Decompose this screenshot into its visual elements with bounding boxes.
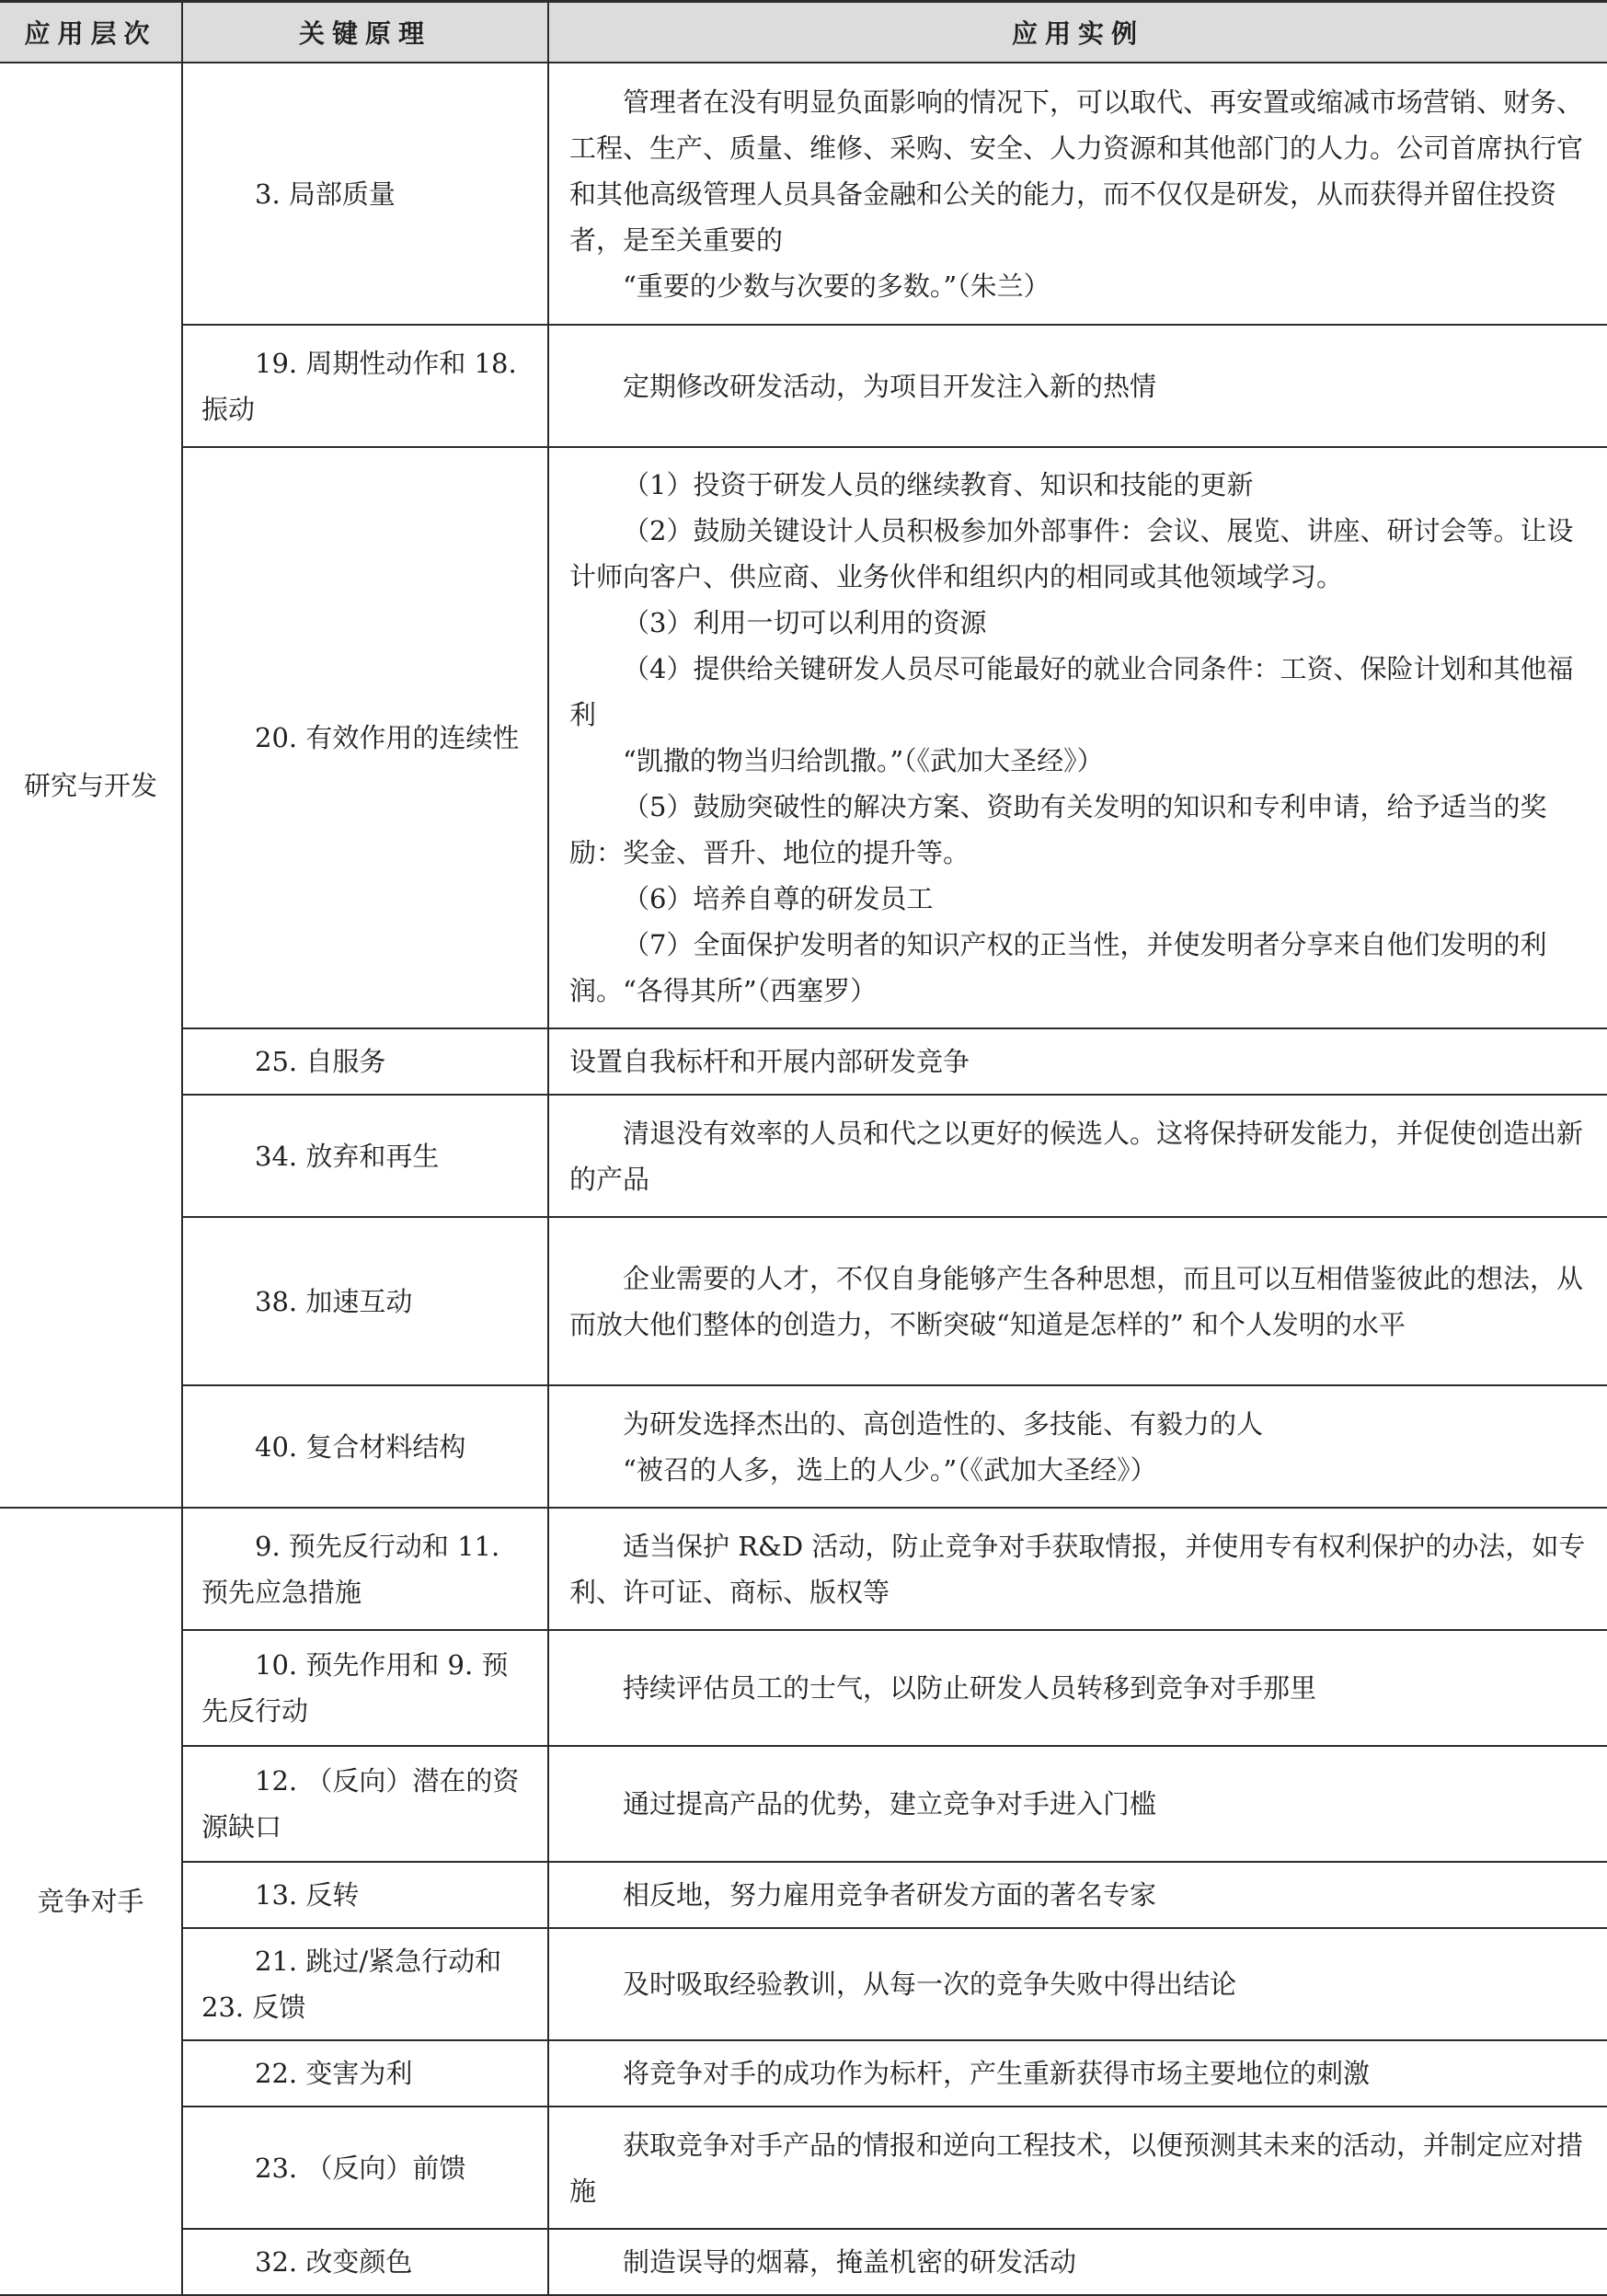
example-line: 将竞争对手的成功作为标杆，产生重新获得市场主要地位的刺激 <box>623 2058 1371 2089</box>
example-line: 管理者在没有明显负面影响的情况下，可以取代、再安置或缩减市场营销、财务、工程、生产、质量、维修、采购、安全、人力资源和其他部门的人力。公司首席执行官和其他高级管理人员具备金融和公关的能力，而不仅仅是研发，从而获得并留住投资者，是至关重要的 <box>569 86 1584 256</box>
example-cell <box>548 1385 1607 1508</box>
example-cell <box>548 1095 1607 1217</box>
example-cell <box>548 1862 1607 1928</box>
table-row <box>0 63 1607 325</box>
example-line: “被召的人多，选上的人少。”（《武加大圣经》） <box>623 1453 1157 1486</box>
table-row <box>0 325 1607 447</box>
example-cell <box>548 325 1607 447</box>
example-line: 获取竞争对手产品的情报和逆向工程技术，以便预测其未来的活动，并制定应对措施 <box>569 2129 1584 2207</box>
principle-text: 19. 周期性动作和 18. 振动 <box>201 347 517 425</box>
table-row <box>0 1217 1607 1385</box>
example-cell <box>548 2040 1607 2107</box>
principle-cell <box>182 1928 548 2040</box>
principle-cell <box>182 1862 548 1928</box>
example-line: （6）培养自尊的研发员工 <box>623 883 934 914</box>
example-cell <box>548 1028 1607 1095</box>
example-line: （3）利用一切可以利用的资源 <box>623 607 987 638</box>
principle-cell <box>182 1508 548 1630</box>
example-line: 定期修改研发活动，为项目开发注入新的热情 <box>623 370 1157 402</box>
principle-cell <box>182 1095 548 1217</box>
principle-text: 32. 改变颜色 <box>255 2246 413 2278</box>
principle-text: 10. 预先作用和 9. 预先反行动 <box>201 1649 509 1727</box>
example-line: 及时吸取经验教训，从每一次的竞争失败中得出结论 <box>623 1969 1237 2000</box>
table-row <box>0 2229 1607 2295</box>
principle-text: 23. （反向）前馈 <box>255 2152 466 2184</box>
principle-cell <box>182 1385 548 1508</box>
principle-cell <box>182 2229 548 2295</box>
principle-text: 13. 反转 <box>255 1879 360 1911</box>
example-line: 制造误导的烟幕，掩盖机密的研发活动 <box>623 2246 1077 2278</box>
principle-text: 25. 自服务 <box>255 1046 386 1077</box>
principle-cell <box>182 1746 548 1862</box>
example-cell <box>548 1746 1607 1862</box>
example-line: （1）投资于研发人员的继续教育、知识和技能的更新 <box>623 469 1254 500</box>
example-line: （2）鼓励关键设计人员积极参加外部事件：会议、展览、讲座、研讨会等。让设计师向客户、供应商、业务伙伴和组织内的相同或其他领域学习。 <box>569 515 1574 592</box>
principle-text: 34. 放弃和再生 <box>255 1140 440 1172</box>
table-row <box>0 1862 1607 1928</box>
example-line: 持续评估员工的士气，以防止研发人员转移到竞争对手那里 <box>623 1672 1317 1704</box>
example-line: 设置自我标杆和开展内部研发竞争 <box>569 1046 970 1077</box>
example-line: （7）全面保护发明者的知识产权的正当性，并使发明者分享来自他们发明的利润。“各得其所”（西塞罗） <box>569 929 1547 1006</box>
principle-text: 40. 复合材料结构 <box>255 1430 466 1463</box>
table-row <box>0 447 1607 1028</box>
principle-cell <box>182 1028 548 1095</box>
principle-cell <box>182 447 548 1028</box>
example-line: （4）提供给关键研发人员尽可能最好的就业合同条件：工资、保险计划和其他福利 <box>569 653 1574 730</box>
example-line: 适当保护 R&D 活动，防止竞争对手获取情报，并使用专有权利保护的办法，如专利、许可证、商标、版权等 <box>569 1530 1586 1608</box>
header-example: 应用实例 <box>548 2 1607 63</box>
group-label-competitor: 竞争对手 <box>0 1508 182 2295</box>
table-row <box>0 1095 1607 1217</box>
example-cell <box>548 63 1607 325</box>
principle-text: 21. 跳过/紧急行动和 23. 反馈 <box>201 1946 502 2023</box>
principle-text: 12. （反向）潜在的资源缺口 <box>201 1765 520 1843</box>
example-line: “重要的少数与次要的多数。”（朱兰） <box>623 270 1050 302</box>
principle-text: 9. 预先反行动和 11. 预先应急措施 <box>201 1530 500 1608</box>
principle-text: 38. 加速互动 <box>255 1285 413 1317</box>
example-cell <box>548 2229 1607 2295</box>
example-line: 相反地，努力雇用竞争者研发方面的著名专家 <box>623 1879 1157 1911</box>
table-row <box>0 2040 1607 2107</box>
example-cell <box>548 447 1607 1028</box>
table-row <box>0 1630 1607 1746</box>
example-line: 企业需要的人才，不仅自身能够产生各种思想，而且可以互相借鉴彼此的想法，从而放大他们整体的创造力，不断突破“知道是怎样的” 和个人发明的水平 <box>569 1262 1584 1340</box>
example-line: 通过提高产品的优势，建立竞争对手进入门槛 <box>623 1788 1157 1820</box>
principle-cell <box>182 2040 548 2107</box>
principle-cell <box>182 2107 548 2229</box>
example-line: 为研发选择杰出的、高创造性的、多技能、有毅力的人 <box>623 1407 1264 1440</box>
principle-cell <box>182 1630 548 1746</box>
table-row <box>0 1028 1607 1095</box>
principle-cell <box>182 325 548 447</box>
table-row <box>0 1928 1607 2040</box>
principle-cell <box>182 1217 548 1385</box>
principle-text: 22. 变害为利 <box>255 2058 413 2089</box>
example-cell <box>548 1928 1607 2040</box>
example-cell <box>548 2107 1607 2229</box>
table-row <box>0 1385 1607 1508</box>
table-row <box>0 2107 1607 2229</box>
header-row <box>0 2 1607 63</box>
table-row <box>0 1746 1607 1862</box>
header-principle: 关键原理 <box>182 2 548 63</box>
example-cell <box>548 1217 1607 1385</box>
example-line: （5）鼓励突破性的解决方案、资助有关发明的知识和专利申请，给予适当的奖励：奖金、晋升、地位的提升等。 <box>569 791 1547 868</box>
table-row <box>0 1508 1607 1630</box>
example-cell <box>548 1630 1607 1746</box>
principle-text: 3. 局部质量 <box>255 178 396 210</box>
principle-text: 20. 有效作用的连续性 <box>255 722 520 753</box>
example-line: 清退没有效率的人员和代之以更好的候选人。这将保持研发能力，并促使创造出新的产品 <box>569 1117 1584 1195</box>
header-level: 应用层次 <box>0 2 182 63</box>
example-cell <box>548 1508 1607 1630</box>
group-label-rd: 研究与开发 <box>0 63 182 1508</box>
principle-cell <box>182 63 548 325</box>
example-line: “凯撒的物当归给凯撒。”（《武加大圣经》） <box>623 745 1104 776</box>
